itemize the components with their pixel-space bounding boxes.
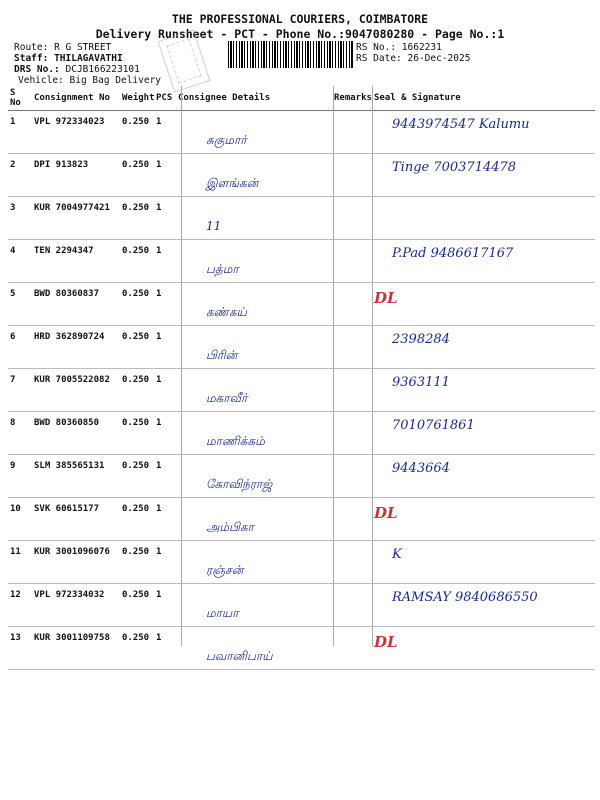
signature-handwriting: Tinge 7003714478 <box>392 160 517 175</box>
consignee-handwriting: சுகுமார் <box>206 133 247 147</box>
signature-cell <box>372 283 595 326</box>
header-company: THE PROFESSIONAL COURIERS, COIMBATORE <box>171 12 429 26</box>
weight-cell: 0.250 <box>120 326 154 369</box>
consignee-handwriting: இளங்கன் <box>206 176 259 190</box>
consignment-cell: HRD 362890724 <box>32 326 120 369</box>
consignee-cell <box>176 584 332 627</box>
table-row <box>8 455 595 498</box>
sno-cell: 10 <box>8 498 32 541</box>
signature-cell <box>372 584 595 627</box>
consignment-cell: BWD 80360837 <box>32 283 120 326</box>
sno-cell: 1 <box>8 111 32 154</box>
consignment-cell: SLM 385565131 <box>32 455 120 498</box>
consignment-cell: KUR 7004977421 <box>32 197 120 240</box>
consignment-cell: SVK 60615177 <box>32 498 120 541</box>
signature-handwriting: P.Pad 9486617167 <box>392 246 514 261</box>
pcs-cell: 1 <box>154 111 176 154</box>
pcs-cell: 1 <box>154 240 176 283</box>
consignee-cell <box>176 111 332 154</box>
drs-value: DCJB166223101 <box>65 64 140 75</box>
rs-date-label: RS Date: <box>356 53 402 64</box>
weight-cell: 0.250 <box>120 498 154 541</box>
consignee-cell <box>176 498 332 541</box>
route-label: Route: <box>14 42 49 53</box>
remarks-cell <box>332 154 372 197</box>
signature-cell <box>372 369 595 412</box>
col-remarks: Remarks <box>332 86 372 111</box>
barcode <box>228 41 354 68</box>
drs-line <box>14 64 140 75</box>
remarks-cell <box>332 541 372 584</box>
remarks-cell <box>332 627 372 670</box>
sno-cell: 11 <box>8 541 32 584</box>
remarks-cell <box>332 584 372 627</box>
table-row <box>8 412 595 455</box>
consignee-handwriting: மாயா <box>206 606 239 620</box>
table-row <box>8 541 595 584</box>
weight-cell: 0.250 <box>120 369 154 412</box>
sno-cell: 13 <box>8 627 32 670</box>
signature-handwriting: RAMSAY 9840686550 <box>392 590 538 605</box>
consignee-handwriting: கோவிந்ராஜ் <box>206 477 273 491</box>
remarks-cell <box>332 326 372 369</box>
drs-label: DRS No.: <box>14 64 60 75</box>
pcs-cell: 1 <box>154 541 176 584</box>
weight-cell: 0.250 <box>120 154 154 197</box>
header-subtitle: Delivery Runsheet - PCT - Phone No.:9047080280 - Page No.:1 <box>95 27 505 41</box>
sno-cell: 9 <box>8 455 32 498</box>
table-row <box>8 283 595 326</box>
consignment-cell: DPI 913823 <box>32 154 120 197</box>
table-row <box>8 326 595 369</box>
consignee-cell <box>176 455 332 498</box>
remarks-cell <box>332 111 372 154</box>
signature-handwriting: DL <box>374 633 398 651</box>
weight-cell: 0.250 <box>120 111 154 154</box>
signature-cell <box>372 154 595 197</box>
signature-cell <box>372 412 595 455</box>
remarks-cell <box>332 283 372 326</box>
column-divider <box>181 86 182 646</box>
table-row <box>8 197 595 240</box>
col-consignment: Consignment No <box>32 86 120 111</box>
sno-cell: 5 <box>8 283 32 326</box>
signature-cell <box>372 541 595 584</box>
remarks-cell <box>332 498 372 541</box>
staff-label: Staff: <box>14 53 49 64</box>
runsheet-table <box>8 86 595 670</box>
col-signature: Seal & Signature <box>372 86 595 111</box>
consignee-cell <box>176 627 332 670</box>
signature-handwriting: 9443974547 Kalumu <box>392 117 530 132</box>
pcs-cell: 1 <box>154 154 176 197</box>
consignment-cell: TEN 2294347 <box>32 240 120 283</box>
remarks-cell <box>332 369 372 412</box>
consignee-handwriting: பத்மா <box>206 262 239 276</box>
consignee-cell <box>176 197 332 240</box>
signature-handwriting: DL <box>374 504 398 522</box>
consignment-cell: KUR 7005522082 <box>32 369 120 412</box>
remarks-cell <box>332 455 372 498</box>
column-divider <box>372 86 373 646</box>
pcs-cell: 1 <box>154 498 176 541</box>
col-pcs: PCS <box>154 86 176 111</box>
consignment-cell: KUR 3001109758 <box>32 627 120 670</box>
consignment-cell: VPL 972334023 <box>32 111 120 154</box>
vehicle-line <box>18 75 161 86</box>
signature-handwriting: 7010761861 <box>392 418 475 433</box>
weight-cell: 0.250 <box>120 455 154 498</box>
pcs-cell: 1 <box>154 584 176 627</box>
pcs-cell: 1 <box>154 369 176 412</box>
consignee-handwriting: அம்பிகா <box>206 520 254 534</box>
pcs-cell: 1 <box>154 197 176 240</box>
table-row <box>8 369 595 412</box>
table-row <box>8 111 595 154</box>
weight-cell: 0.250 <box>120 283 154 326</box>
signature-cell <box>372 240 595 283</box>
sno-cell: 8 <box>8 412 32 455</box>
consignee-handwriting: 11 <box>206 219 222 233</box>
vehicle-label: Vehicle: <box>18 75 64 86</box>
pcs-cell: 1 <box>154 283 176 326</box>
pcs-cell: 1 <box>154 627 176 670</box>
vehicle-value: Big Bag Delivery <box>69 75 162 86</box>
remarks-cell <box>332 412 372 455</box>
route-value: R G STREET <box>54 42 112 53</box>
consignee-cell <box>176 541 332 584</box>
consignee-handwriting: மகாவீர் <box>206 391 248 405</box>
sno-cell: 6 <box>8 326 32 369</box>
consignment-cell: KUR 3001096076 <box>32 541 120 584</box>
consignee-cell <box>176 240 332 283</box>
staff-value: THILAGAVATHI <box>54 53 123 64</box>
sno-cell: 3 <box>8 197 32 240</box>
consignee-cell <box>176 412 332 455</box>
rs-date-line <box>356 53 470 64</box>
signature-cell <box>372 498 595 541</box>
consignee-cell <box>176 154 332 197</box>
signature-cell <box>372 111 595 154</box>
table-row <box>8 154 595 197</box>
route-line <box>14 42 111 53</box>
consignee-cell <box>176 369 332 412</box>
consignee-handwriting: பவானிபாய் <box>206 649 273 663</box>
consignee-handwriting: மாணிக்கம் <box>206 434 265 448</box>
pcs-cell: 1 <box>154 455 176 498</box>
staff-line <box>14 53 123 64</box>
remarks-cell <box>332 197 372 240</box>
weight-cell: 0.250 <box>120 627 154 670</box>
weight-cell: 0.250 <box>120 412 154 455</box>
signature-cell <box>372 197 595 240</box>
signature-handwriting: K <box>392 547 402 562</box>
weight-cell: 0.250 <box>120 197 154 240</box>
signature-cell <box>372 326 595 369</box>
sno-cell: 7 <box>8 369 32 412</box>
rs-no-label: RS No.: <box>356 42 397 53</box>
signature-handwriting: 9443664 <box>392 461 450 476</box>
remarks-cell <box>332 240 372 283</box>
signature-handwriting: DL <box>374 289 398 307</box>
sno-cell: 12 <box>8 584 32 627</box>
pcs-cell: 1 <box>154 412 176 455</box>
consignee-handwriting: ரஞ்சன் <box>206 563 244 577</box>
column-divider <box>333 86 334 646</box>
consignee-handwriting: கண்கய் <box>206 305 247 319</box>
col-sno: S No <box>8 86 32 111</box>
sno-cell: 4 <box>8 240 32 283</box>
consignee-cell <box>176 326 332 369</box>
consignee-cell <box>176 283 332 326</box>
rs-no-line <box>356 42 442 53</box>
sno-cell: 2 <box>8 154 32 197</box>
table-row <box>8 584 595 627</box>
weight-cell: 0.250 <box>120 240 154 283</box>
pcs-cell: 1 <box>154 326 176 369</box>
signature-handwriting: 2398284 <box>392 332 450 347</box>
table-row <box>8 627 595 670</box>
rs-no-value: 1662231 <box>401 42 442 53</box>
consignee-handwriting: பிரின் <box>206 348 238 362</box>
weight-cell: 0.250 <box>120 541 154 584</box>
weight-cell: 0.250 <box>120 584 154 627</box>
table-row <box>8 498 595 541</box>
consignment-cell: VPL 972334032 <box>32 584 120 627</box>
signature-cell <box>372 455 595 498</box>
consignment-cell: BWD 80360850 <box>32 412 120 455</box>
rs-date-value: 26-Dec-2025 <box>407 53 471 64</box>
col-weight: Weight <box>120 86 154 111</box>
signature-handwriting: 9363111 <box>392 375 450 390</box>
signature-cell <box>372 627 595 670</box>
col-consignee: Consignee Details <box>176 86 332 111</box>
table-header-row <box>8 86 595 111</box>
table-row <box>8 240 595 283</box>
